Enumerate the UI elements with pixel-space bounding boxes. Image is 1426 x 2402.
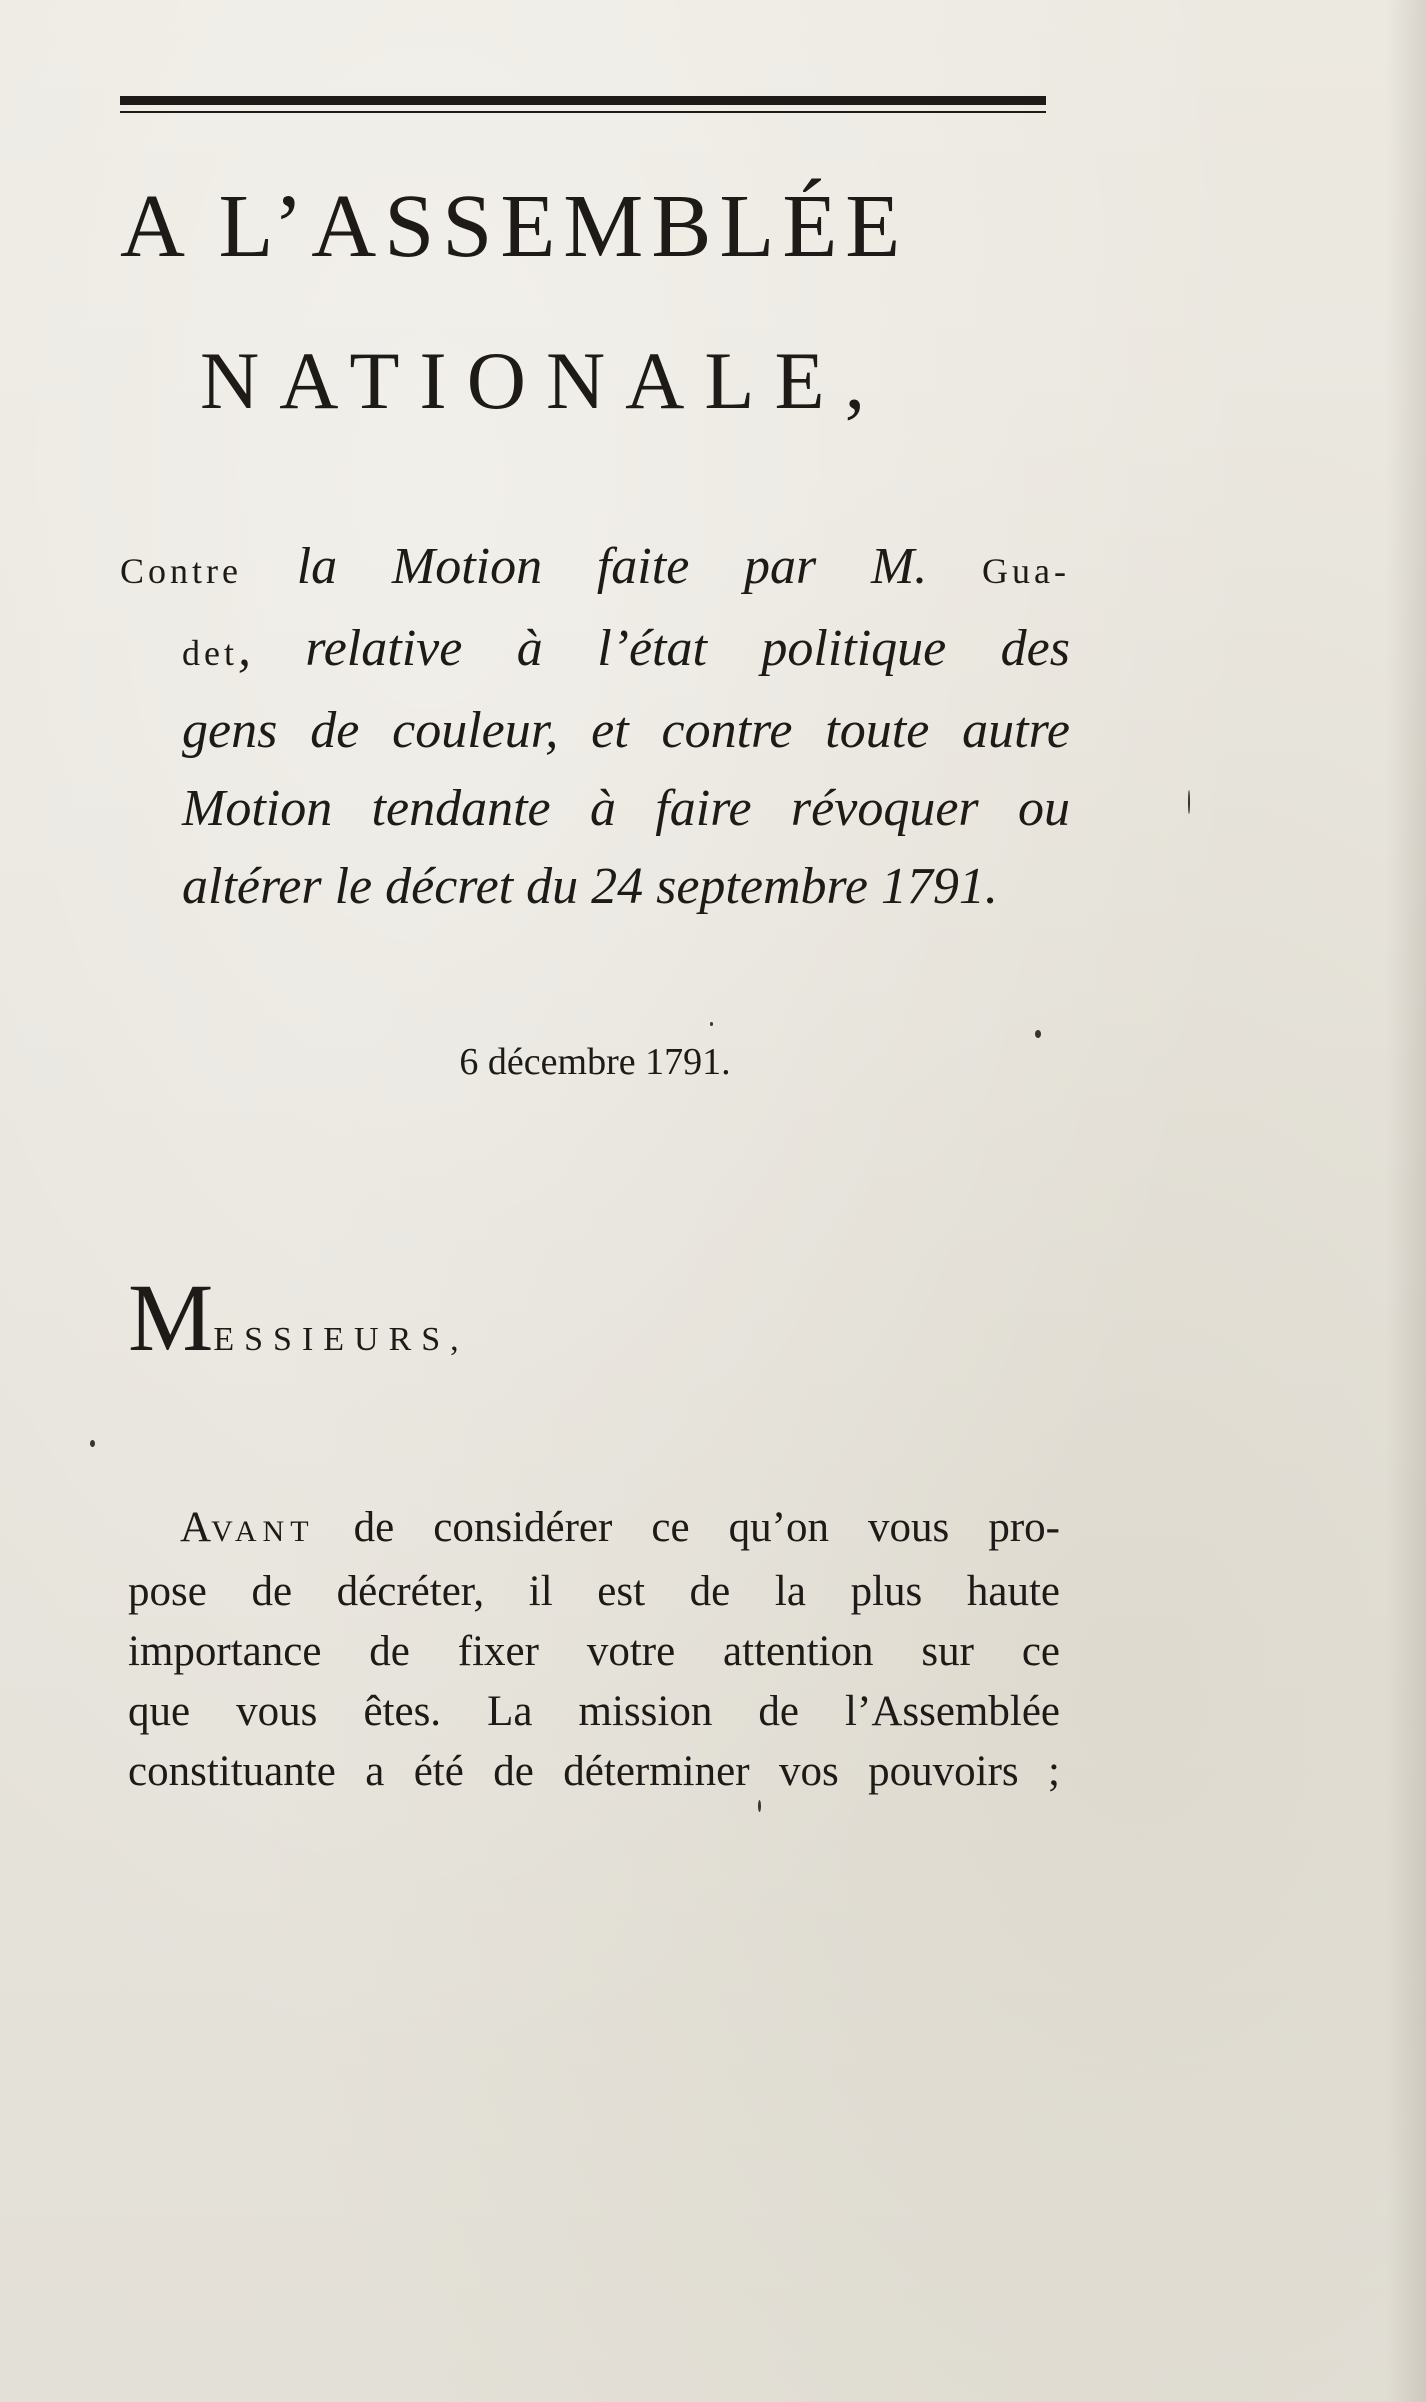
header-rule-thick — [120, 96, 1046, 105]
body-line-3: importance de fixer votre attention sur ce — [128, 1628, 1060, 1675]
salutation-rest: ESSIEURS, — [213, 1321, 469, 1358]
title-line-1: A L’ASSEMBLÉE — [120, 177, 909, 276]
subtitle-small-caps-guadet: Gua- — [982, 551, 1070, 591]
subtitle-small-caps-det: det — [182, 633, 238, 673]
paper-speck — [758, 1800, 761, 1812]
paper-speck — [710, 1022, 713, 1026]
subtitle-line-4: Motion tendante à faire révoquer ou — [182, 780, 1070, 837]
paper-speck — [90, 1440, 95, 1447]
subtitle-line-5: altérer le décret du 24 septembre 1791. — [182, 858, 998, 915]
subtitle-line-2 — [120, 610, 1070, 692]
page-edge-shadow — [1386, 0, 1426, 2402]
title-line-2: NATIONALE, — [200, 335, 886, 426]
body-line-2: pose de décréter, il est de la plus haute — [128, 1568, 1060, 1615]
body-text: de considérer ce qu’on vous pro- — [314, 1504, 1060, 1551]
salutation — [128, 1264, 469, 1371]
subtitle-text: la Motion faite par M. — [241, 538, 983, 595]
subtitle-small-caps-contre: Contre — [120, 551, 242, 591]
body-small-caps: VANT — [211, 1515, 315, 1548]
subtitle-line-3: gens de couleur, et contre toute autre — [182, 702, 1070, 759]
header-rule-thin — [120, 111, 1046, 113]
body-line-4: que vous êtes. La mission de l’Assemblée — [128, 1688, 1060, 1735]
paper-speck — [1188, 790, 1190, 814]
salutation-initial: M — [128, 1264, 214, 1371]
body-line-5: constituante a été de déterminer vos pouvoirs ; — [128, 1748, 1060, 1795]
body-line-1 — [128, 1498, 1060, 1562]
subtitle-line-1 — [120, 528, 1070, 610]
paper-speck — [1035, 1030, 1041, 1038]
body-initial: A — [180, 1504, 212, 1551]
date-line: 6 décembre 1791. — [459, 1041, 731, 1083]
body-paragraph — [128, 1498, 1060, 1802]
subtitle — [120, 528, 1070, 926]
subtitle-text: , relative à l’état politique des — [237, 620, 1070, 677]
